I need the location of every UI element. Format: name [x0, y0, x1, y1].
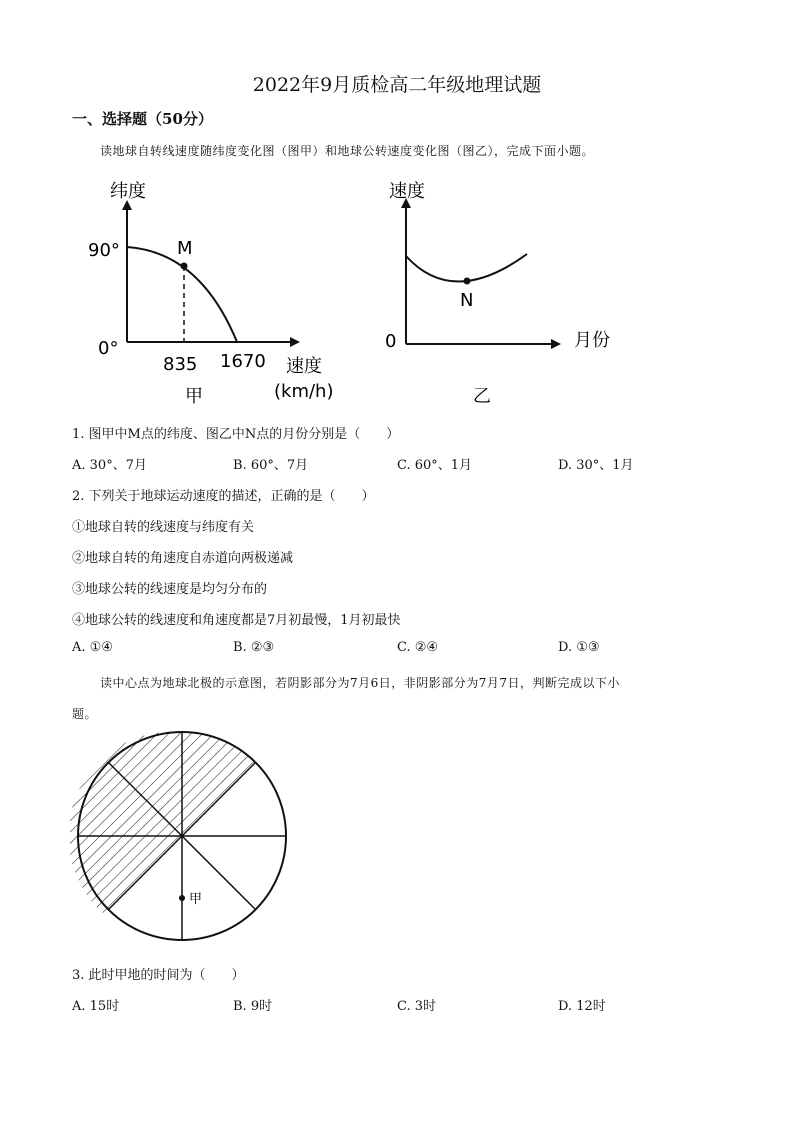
q2-statement-4: ④地球公转的线速度和角速度都是7月初最慢，1月初最快	[72, 613, 401, 628]
orbit-speed-curve	[406, 254, 527, 282]
x-axis-unit: (km/h)	[274, 381, 334, 402]
shaded-region-jul6-b	[182, 732, 256, 836]
point-n-label: N	[460, 290, 474, 311]
origin-label: 0	[385, 331, 397, 352]
q2-statement-3: ③地球公转的线速度是均匀分布的	[72, 582, 268, 597]
q2-option-c[interactable]: C. ②④	[397, 640, 439, 655]
question-2: 2. 下列关于地球运动速度的描述，正确的是（ ）	[72, 489, 375, 504]
intro-text-1: 读地球自转线速度随纬度变化图（图甲）和地球公转速度变化图（图乙），完成下面小题。	[100, 144, 595, 158]
q3-option-a[interactable]: A. 15时	[72, 999, 120, 1014]
q3-option-d[interactable]: D. 12时	[558, 999, 606, 1014]
q2-statement-2: ②地球自转的角速度自赤道向两极递减	[72, 551, 294, 566]
q3-option-b[interactable]: B. 9时	[233, 999, 273, 1014]
q1-option-b[interactable]: B. 60°、7月	[233, 458, 309, 473]
tick-90: 90°	[88, 240, 120, 261]
q3-option-c[interactable]: C. 3时	[397, 999, 437, 1014]
y-axis-label: 纬度	[110, 181, 146, 202]
figure-caption-yi: 乙	[473, 386, 491, 407]
figure-caption-jia: 甲	[185, 386, 203, 407]
section-heading: 一、选择题（50分）	[72, 110, 213, 128]
tick-835: 835	[163, 354, 198, 375]
shaded-region-jul6	[70, 732, 182, 914]
rotation-speed-curve	[127, 247, 237, 342]
tick-0: 0°	[98, 338, 119, 359]
question-1: 1. 图甲中M点的纬度、图乙中N点的月份分别是（ ）	[72, 427, 400, 442]
intro-text-2: 读中心点为地球北极的示意图，若阴影部分为7月6日，非阴影部分为7月7日，判断完成以下小	[100, 676, 621, 690]
x-axis-label: 月份	[574, 330, 610, 351]
q2-statement-1: ①地球自转的线速度与纬度有关	[72, 520, 255, 535]
x-axis-label: 速度	[286, 356, 322, 377]
figure-latitude-speed	[80, 170, 370, 410]
q2-option-a[interactable]: A. ①④	[72, 640, 113, 655]
point-m	[181, 263, 188, 270]
q2-option-b[interactable]: B. ②③	[233, 640, 275, 655]
point-m-label: M	[177, 238, 193, 259]
q2-option-d[interactable]: D. ①③	[558, 640, 600, 655]
point-jia-label: 甲	[189, 892, 203, 907]
point-jia	[179, 895, 185, 901]
y-axis-label: 速度	[389, 181, 425, 202]
point-n	[464, 278, 471, 285]
q1-option-d[interactable]: D. 30°、1月	[558, 458, 634, 473]
page-title: 2022年9月质检高二年级地理试题	[252, 74, 542, 96]
question-3: 3. 此时甲地的时间为（ ）	[72, 968, 245, 983]
north-pole-diagram	[70, 730, 295, 955]
q1-option-c[interactable]: C. 60°、1月	[397, 458, 473, 473]
figure-orbit-speed	[375, 170, 645, 410]
intro-text-2-cont: 题。	[72, 707, 98, 721]
q1-option-a[interactable]: A. 30°、7月	[72, 458, 147, 473]
tick-1670: 1670	[220, 351, 266, 372]
